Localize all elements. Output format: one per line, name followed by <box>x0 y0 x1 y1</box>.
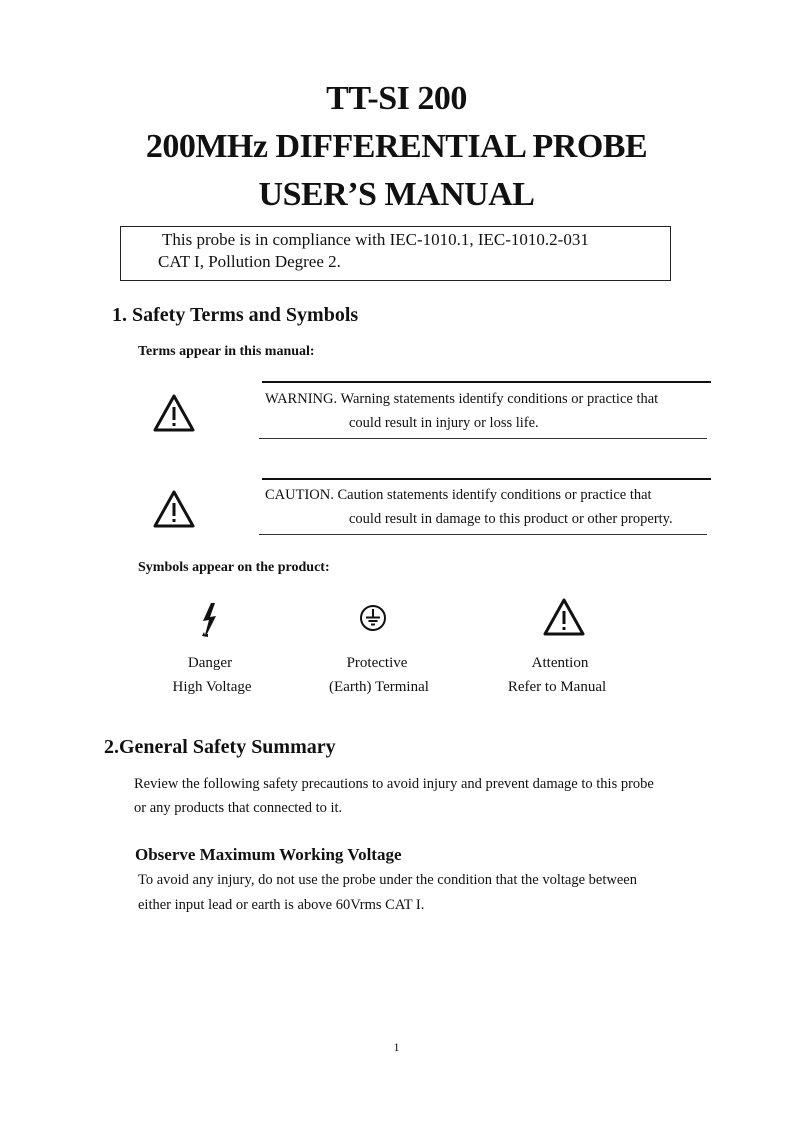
section-1-title: 1. Safety Terms and Symbols <box>112 304 359 326</box>
symbol-3-line-1: Attention <box>531 655 589 671</box>
symbol-2-line-1: Protective <box>346 655 408 671</box>
warning-text-line-2: could result in injury or loss life. <box>349 415 539 431</box>
symbol-2-line-2: (Earth) Terminal <box>329 679 429 695</box>
warning-top-rule <box>262 381 711 383</box>
compliance-line-2: CAT I, Pollution Degree 2. <box>158 252 341 271</box>
caution-top-rule <box>262 478 711 480</box>
earth-terminal-icon <box>358 603 388 633</box>
voltage-body-line-1: To avoid any injury, do not use the probe under the condition that the voltage between <box>138 872 637 888</box>
terms-label: Terms appear in this manual: <box>138 344 315 359</box>
caution-text-line-2: could result in damage to this product or other property. <box>349 511 673 527</box>
warning-text-line-1: WARNING. Warning statements identify conditions or practice that <box>265 391 659 407</box>
doc-title-model: TT-SI 200 <box>326 80 467 117</box>
symbol-1-line-1: Danger <box>187 655 233 671</box>
warning-bottom-rule <box>259 438 707 439</box>
caution-text-line-1: CAUTION. Caution statements identify conditions or practice that <box>265 487 652 503</box>
section-2-intro-line-2: or any products that connected to it. <box>134 800 343 816</box>
attention-icon <box>542 597 586 637</box>
page-number: 1 <box>393 1040 400 1054</box>
voltage-body-line-2: either input lead or earth is above 60Vrms CAT I. <box>138 897 425 913</box>
symbols-label: Symbols appear on the product: <box>138 560 330 575</box>
section-2-intro-line-1: Review the following safety precautions to avoid injury and prevent damage to this probe <box>134 776 654 792</box>
doc-title-manual: USER’S MANUAL <box>258 176 535 213</box>
symbol-1-line-2: High Voltage <box>172 679 252 695</box>
warning-icon <box>152 393 196 433</box>
symbol-3-line-2: Refer to Manual <box>507 679 607 695</box>
section-2-title: 2.General Safety Summary <box>104 736 336 758</box>
voltage-subheading: Observe Maximum Working Voltage <box>135 845 402 864</box>
doc-title-product: 200MHz DIFFERENTIAL PROBE <box>145 128 648 165</box>
caution-icon <box>152 489 196 529</box>
compliance-line-1: This probe is in compliance with IEC-1010.1, IEC-1010.2-031 <box>162 230 589 249</box>
caution-bottom-rule <box>259 534 707 535</box>
high-voltage-icon <box>196 601 224 639</box>
